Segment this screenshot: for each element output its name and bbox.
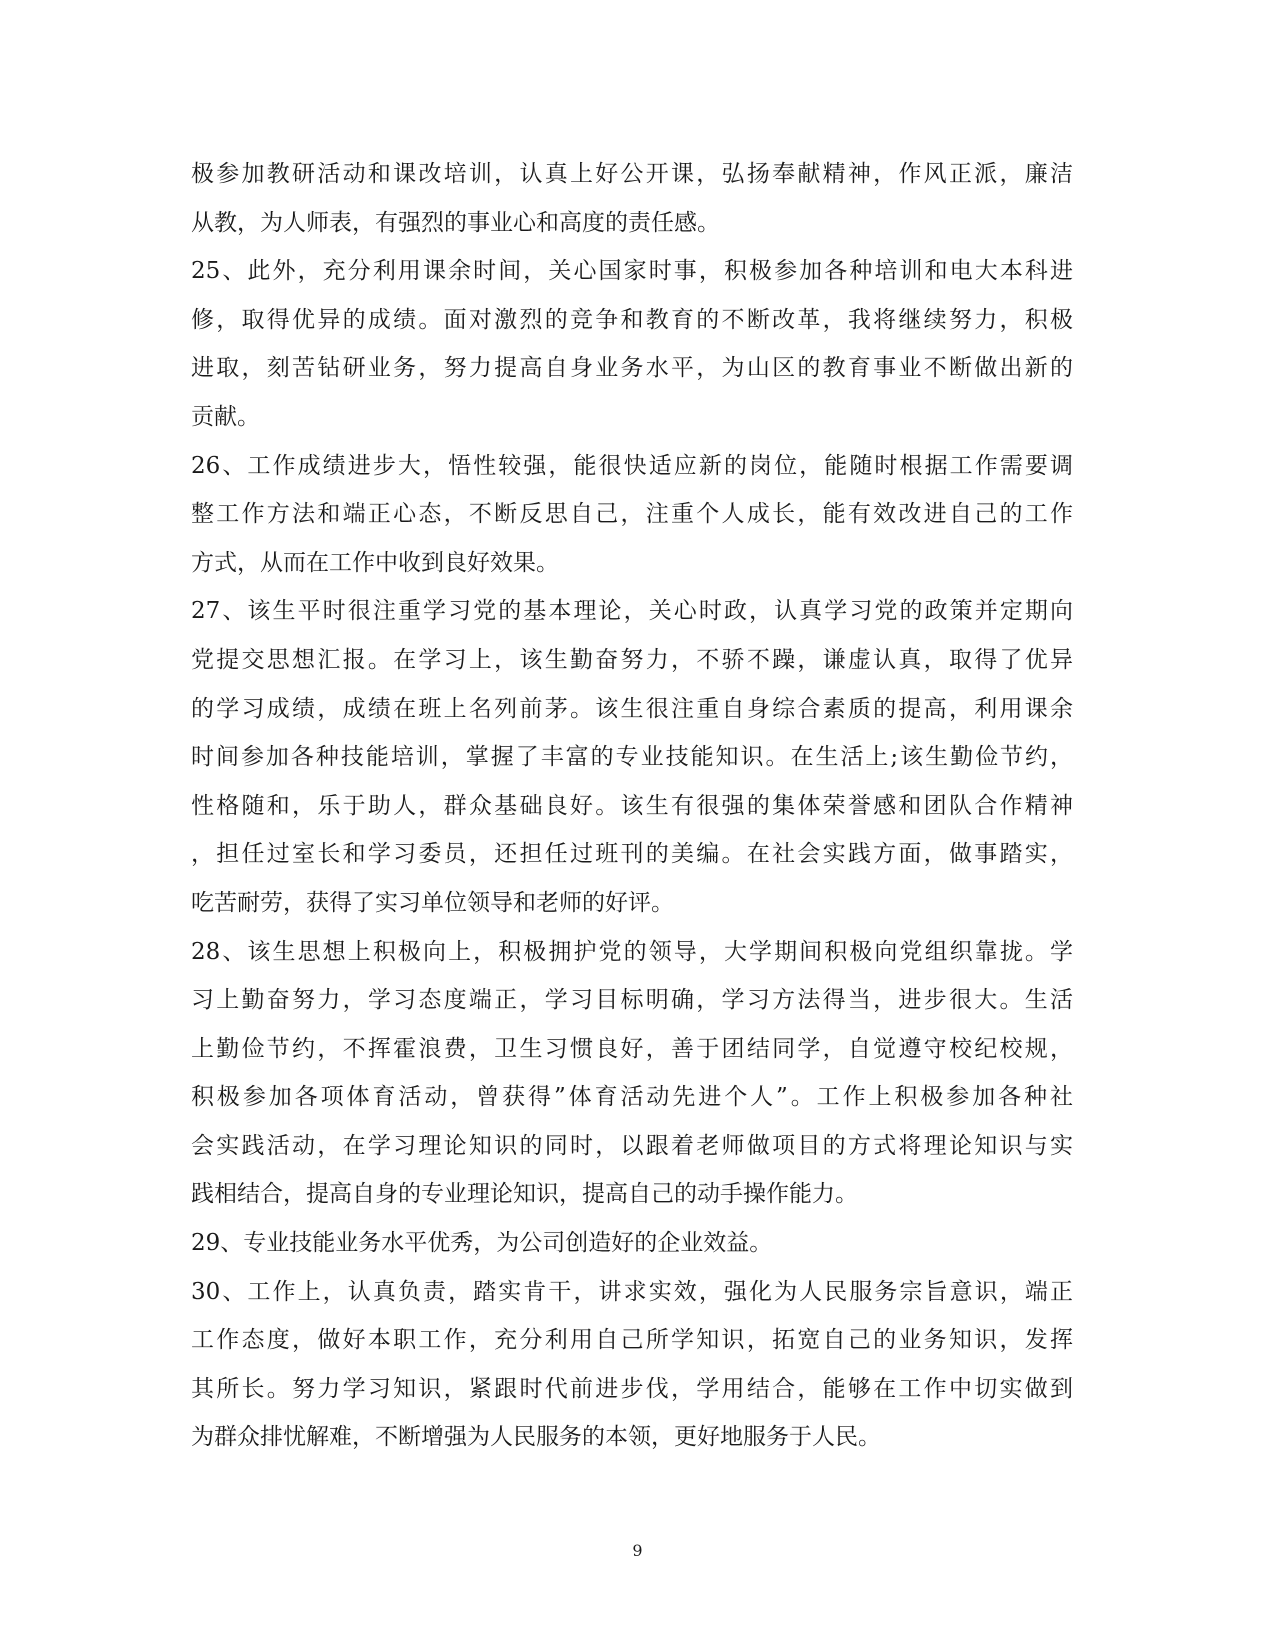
text-line: 其所长。努力学习知识，紧跟时代前进步伐，学用结合，能够在工作中切实做到 — [191, 1375, 1073, 1402]
text-line: 修，取得优异的成绩。面对激烈的竞争和教育的不断改革，我将继续努力，积极 — [191, 306, 1073, 333]
text-line: 习上勤奋努力，学习态度端正，学习目标明确，学习方法得当，进步很大。生活 — [191, 987, 1073, 1014]
text-line: 26、工作成绩进步大，悟性较强，能很快适应新的岗位，能随时根据工作需要调 — [191, 452, 1073, 479]
text-line: ，担任过室长和学习委员，还担任过班刊的美编。在社会实践方面，做事踏实， — [191, 841, 1073, 868]
text-line: 会实践活动，在学习理论知识的同时，以跟着老师做项目的方式将理论知识与实 — [191, 1132, 1073, 1159]
text-line: 25、此外，充分利用课余时间，关心国家时事，积极参加各种培训和电大本科进 — [191, 258, 1073, 285]
text-line: 吃苦耐劳，获得了实习单位领导和老师的好评。 — [191, 889, 674, 916]
text-line: 的学习成绩，成绩在班上名列前茅。该生很注重自身综合素质的提高，利用课余 — [191, 695, 1073, 722]
text-line: 整工作方法和端正心态，不断反思自己，注重个人成长，能有效改进自己的工作 — [191, 501, 1073, 528]
text-line: 党提交思想汇报。在学习上，该生勤奋努力，不骄不躁，谦虚认真，取得了优异 — [191, 646, 1073, 673]
text-line: 践相结合，提高自身的专业理论知识，提高自己的动手操作能力。 — [191, 1181, 858, 1208]
text-line: 性格随和，乐于助人，群众基础良好。该生有很强的集体荣誉感和团队合作精神 — [191, 792, 1073, 819]
body-text — [191, 150, 1073, 1462]
text-line: 方式，从而在工作中收到良好效果。 — [191, 549, 559, 576]
text-line: 极参加教研活动和课改培训，认真上好公开课，弘扬奉献精神，作风正派，廉洁 — [191, 161, 1073, 187]
text-line: 28、该生思想上积极向上，积极拥护党的领导，大学期间积极向党组织靠拢。学 — [191, 938, 1073, 965]
text-line: 贡献。 — [191, 403, 260, 430]
text-line: 积极参加各项体育活动，曾获得”体育活动先进个人”。工作上积极参加各种社 — [191, 1084, 1073, 1111]
page-number: 9 — [632, 1541, 643, 1560]
text-line: 29、专业技能业务水平优秀，为公司创造好的企业效益。 — [191, 1230, 773, 1257]
text-line: 30、工作上，认真负责，踏实肯干，讲求实效，强化为人民服务宗旨意识，端正 — [191, 1278, 1073, 1305]
text-line: 27、该生平时很注重学习党的基本理论，关心时政，认真学习党的政策并定期向 — [191, 598, 1073, 625]
text-line: 从教，为人师表，有强烈的事业心和高度的责任感。 — [191, 209, 720, 236]
text-line: 上勤俭节约，不挥霍浪费，卫生习惯良好，善于团结同学，自觉遵守校纪校规， — [191, 1035, 1073, 1062]
text-line: 工作态度，做好本职工作，充分利用自己所学知识，拓宽自己的业务知识，发挥 — [191, 1327, 1073, 1354]
text-line: 为群众排忧解难，不断增强为人民服务的本领，更好地服务于人民。 — [191, 1424, 881, 1451]
text-line: 进取，刻苦钻研业务，努力提高自身业务水平，为山区的教育事业不断做出新的 — [191, 355, 1073, 382]
text-line: 时间参加各种技能培训，掌握了丰富的专业技能知识。在生活上;该生勤俭节约， — [191, 744, 1073, 771]
